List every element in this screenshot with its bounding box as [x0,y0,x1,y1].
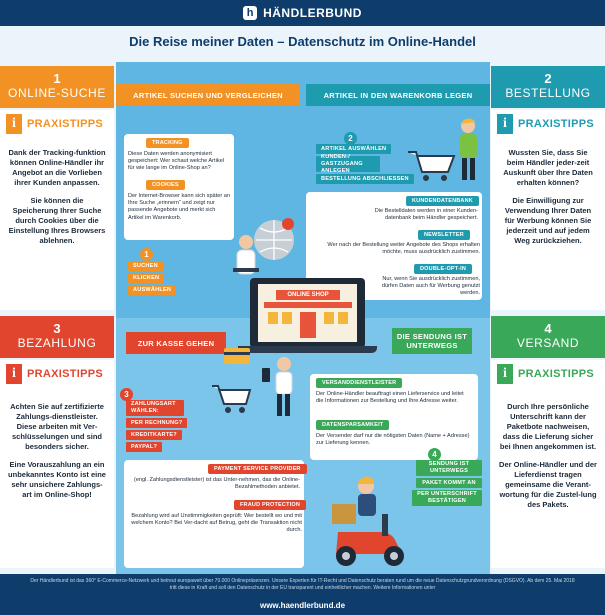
tips-panel-suche [0,110,114,310]
step-3-header [0,316,114,358]
tip-paragraph: Der Online-Händler und der Lieferdienst tragen gemeinsame die Verant-wortung für die Zustel-lung des Pakets. [499,460,597,509]
step-3-name: BEZAHLUNG [17,336,97,350]
step-4-circle: 4 [428,448,441,461]
tracking-tag: TRACKING [146,138,189,148]
tip-paragraph: Wussten Sie, dass Sie beim Händler jeder-zeit Auskunft über Ihre Daten erhalten können? [503,148,593,187]
tips-title: PRAXISTIPPS [27,368,104,380]
tip-paragraph: Achten Sie auf zertifizierte Zahlungs-dienstleister. Diese arbeiten mit Ver-schlüsselungen und sind besonders sicher. [10,402,104,451]
laptop-screen [250,278,365,348]
footer-website-link[interactable]: www.haendlerbund.de [259,601,346,610]
tips-title: PRAXISTIPPS [518,368,595,380]
page-title: Die Reise meiner Daten – Datenschutz im Online-Handel [129,34,476,49]
panel-title-kasse: ZUR KASSE GEHEN [126,332,226,354]
info-icon: i [6,114,22,134]
panel-title-suchen: ARTIKEL SUCHEN UND VERGLEICHEN [116,84,300,106]
info-icon: i [497,364,513,384]
tips-text-bezahlung [0,388,114,510]
tips-panel-versand [491,360,605,568]
person-globe-illustration [228,212,298,286]
step-4-item-unterschrift: PER UNTERSCHRIFT BESTÄTIGEN [412,490,482,506]
versanddienstleister-description: Der Online-Händler beauftragt einen Lieferservice und leitet die Informationen zur Bestellung und Ihre Adresse weiter. [316,391,464,405]
double-opt-in-tag: DOUBLE-OPT-IN [414,264,472,274]
laptop-display [258,284,357,342]
step-2-item-bestellung: BESTELLUNG ABSCHLIESSEN [316,174,414,184]
tips-header [491,360,605,388]
tracking-description: Diese Daten werden anonymisiert gespeichert: Wer schaut welche Artikel für wie lange im Online-Shop an? [128,151,224,172]
step-3-item-paypal: PAYPAL? [126,442,162,452]
tips-panel-bestellung [491,110,605,310]
scooter-delivery-illustration [318,470,414,570]
fraud-protection-description: Bezahlung wird auf Unstimmigkeiten geprüft: Wer bestellt wo und mit welchem Konto? Bei Ver-dacht auf Betrug, geht die Transaktion nicht durch. [131,513,302,534]
tips-text-suche [0,138,114,256]
tips-header [491,110,605,138]
info-icon: i [6,364,22,384]
newsletter-tag: NEWSLETTER [418,230,470,240]
datensparsamkeit-tag: DATENSPARSAMKEIT [316,420,389,430]
tips-header [0,360,114,388]
step-2-item-artikel: ARTIKEL AUSWÄHLEN [316,144,391,154]
step-1-header [0,66,114,108]
credit-card-icon [224,348,250,364]
tips-text-versand [491,388,605,520]
step-3-circle: 3 [120,388,133,401]
step-1-item-suchen: SUCHEN [128,261,163,271]
step-3-number: 3 [53,321,61,336]
person-head [239,235,253,249]
checkout-illustration [210,346,306,420]
step-1-item-auswaehlen: AUSWÄHLEN [128,285,176,295]
step-1-number: 1 [53,71,61,86]
versanddienstleister-tag: VERSANDDIENSTLEISTER [316,378,402,388]
step-3-item-zahlungsart: ZAHLUNGSART WÄHLEN: [126,400,184,416]
fraud-protection-tag: FRAUD PROTECTION [234,500,306,510]
tip-paragraph: Sie können die Speicherung Ihrer Suche durch Cookies über die Einstellung Ihres Browsers ablehnen. [8,196,106,245]
location-pin-icon [282,218,294,230]
tip-paragraph: Die Einwilligung zur Verwendung Ihrer Daten für Werbung können Sie jederzeit und auf jedem Weg zurückziehen. [504,196,592,245]
psp-description: (engl. Zahlungsdienstleister) ist das Unter-nehmen, das die Online-Bezahlmethoden anbietet. [133,477,300,491]
tip-paragraph: Eine Vorauszahlung an ein unbekanntes Konto ist eine sehr unsichere Zahlungs-art im Online-Shop! [8,460,106,499]
tip-paragraph: Durch Ihre persönliche Unterschrift kann der Paketbote nachweisen, dass die Lieferung sicher bei Ihnen angekommen ist. [499,402,597,451]
step-4-item-unterwegs: SENDUNG IST UNTERWEGS [416,460,482,476]
psp-tag: PAYMENT SERVICE PROVIDER [208,464,307,474]
footer-text: Der Händlerbund ist das 360° E-Commerce-Netzwerk und betreut europaweit über 70.000 Onlinepräsenzen. Unsere Experten für IT-Recht und Datenschutz beraten rund um die neue Datenschutzgrundverordnung (DSGVO). Ab dem 25. Mai 2018 tritt diese in Kraft und soll den Datenschutz in der EU transparent und einheitlicher machen. Weitere Informationen unter [30,578,575,591]
tips-text-bestellung [491,138,605,256]
cookies-tag: COOKIES [146,180,185,190]
person-head [277,357,291,371]
tips-panel-bezahlung [0,360,114,568]
shopping-cart-icon [408,152,454,181]
step-2-header [491,66,605,108]
step-1-name: ONLINE-SUCHE [8,86,106,100]
step-1-circle: 1 [140,248,153,261]
shopping-cart-icon [212,386,250,413]
step-4-name: VERSAND [516,336,580,350]
tips-title: PRAXISTIPPS [27,118,104,130]
newsletter-description: Wer nach der Bestellung weiter Angebote des Shops erhalten möchte, muss ausdrücklich zustimmen. [327,242,480,256]
brand-name: HÄNDLERBUND [263,6,362,20]
cookies-description: Der Internet-Browser kann sich später an Ihre Suche „erinnern“ und zeigt nur passende Angebote und merkt sich Artikel im Warenkorb. [128,193,230,221]
kundendatenbank-tag: KUNDENDATENBANK [406,196,479,206]
haendlerbund-logo-icon: h [243,6,257,20]
step-2-item-zugang: KUNDEN-/ GASTZUGANG ANLEGEN [316,156,380,172]
info-icon: i [497,114,513,134]
step-2-name: BESTELLUNG [505,86,591,100]
step-4-header [491,316,605,358]
step-4-item-paket: PAKET KOMMT AN [416,478,482,488]
datensparsamkeit-description: Der Versender darf nur die nötigsten Daten (Name + Adresse) zur Lieferung kennen. [316,433,470,447]
tips-title: PRAXISTIPPS [518,118,595,130]
double-opt-in-description: Nur, wenn Sie ausdrücklich zustimmen, dürfen Daten auch für Werbung genutzt werden. [381,276,480,297]
kundendatenbank-description: Die Bestelldaten werden in einer Kunden-datenbank beim Händler gespeichert. [374,208,478,222]
smartphone-icon [262,368,270,382]
package-icon [332,504,356,524]
top-bar [0,0,605,26]
cart-person-illustration [402,112,488,188]
step-3-item-rechnung: PER RECHNUNG? [126,418,187,428]
tips-header [0,110,114,138]
footer [0,574,605,615]
step-1-item-klicken: KLICKEN [128,273,164,283]
panel-title-sendung: DIE SENDUNG IST UNTERWEGS [392,328,472,354]
shop-storefront-icon [264,302,352,340]
panel-title-warenkorb: ARTIKEL IN DEN WARENKORB LEGEN [306,84,490,106]
step-2-number: 2 [544,71,552,86]
step-3-item-kreditkarte: KREDITKARTE? [126,430,182,440]
step-4-number: 4 [544,321,552,336]
online-shop-label: ONLINE SHOP [276,290,340,300]
tip-paragraph: Dank der Tracking-funktion können Online-Händler ihr Angebot an die Vorlieben ihrer Kunden anpassen. [8,148,106,187]
step-2-circle: 2 [344,132,357,145]
